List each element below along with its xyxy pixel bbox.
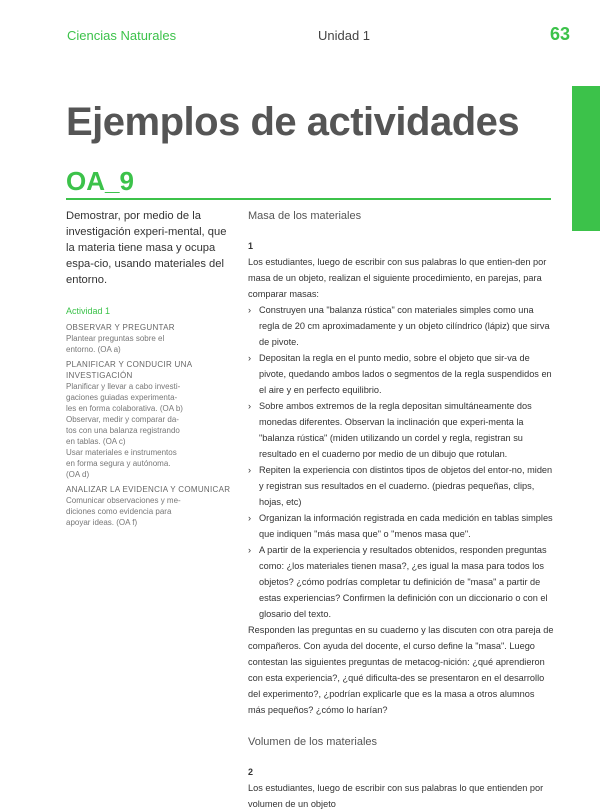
- bullet-arrow-icon: ›: [248, 545, 252, 555]
- list-item: › Sobre ambos extremos de la regla depositan simultáneamente dos monedas diferentes. Observan la inclinación que experi-menta la "balanza rústica" (miden utilizando un cordel y regla, registran su resultado en el cuaderno por medio de un dibujo que rotulan.: [248, 398, 554, 462]
- oa-code: OA_9: [66, 166, 134, 196]
- list-item: › Repiten la experiencia con distintos tipos de objetos del entor-no, miden y registran sus resultados en el cuaderno. (piedras pequeñas, clips, hojas, etc): [248, 462, 554, 510]
- page-number: 63: [550, 24, 571, 44]
- page-title: Ejemplos de actividades: [66, 100, 520, 144]
- section-title: Volumen de los materiales: [248, 736, 378, 748]
- skill-text: Planificar y llevar a cabo investi- gaciones guiadas experimenta- les en forma colaborativa. (OA b) Observar, medir y comparar da- tos con una balanza registrando en tablas. (OA c) Usar materiales e instrumentos en forma segura y autónoma. (OA d): [66, 382, 183, 479]
- title-rule: [66, 198, 551, 200]
- bullet-arrow-icon: ›: [248, 465, 252, 475]
- list-item: › Depositan la regla en el punto medio, sobre el objeto que sir-va de pivote, quedando ambos lados o segmentos de la regla suspendidos en el aire y en perfecto equilibrio.: [248, 350, 554, 398]
- bullet-arrow-icon: ›: [248, 513, 252, 523]
- bullet-arrow-icon: ›: [248, 401, 252, 411]
- skill-heading: ANALIZAR LA EVIDENCIA Y COMUNICAR: [66, 485, 231, 494]
- skill-text: Plantear preguntas sobre el entorno. (OA a): [66, 334, 165, 354]
- bullet-arrow-icon: ›: [248, 353, 252, 363]
- list-item: › Organizan la información registrada en cada medición en tablas simples que indiquen "más masa que" o "menos masa que".: [248, 510, 554, 542]
- activity-number: 1: [248, 241, 254, 251]
- intro-paragraph: Los estudiantes, luego de escribir con sus palabras lo que entien-den por masa de un objeto, realizan el siguiente procedimiento, en parejas, para comparar masas:: [248, 257, 547, 299]
- section-title: Masa de los materiales: [248, 210, 362, 222]
- left-column: [66, 208, 238, 532]
- skill-heading: OBSERVAR Y PREGUNTAR: [66, 323, 175, 332]
- closing-paragraph: Responden las preguntas en su cuaderno y las discuten con otra pareja de compañeros. Con ayuda del docente, el curso define la "masa". Luego contestan las siguientes preguntas de metacog-nición: ¿qué aprendieron con esta experiencia?, ¿qué dificulta-des se presentaron en el desarrollo del experimento?, ¿podrían explicarle que es la masa a otros alumnos más pequeños? ¿cómo lo harían?: [248, 625, 554, 715]
- list-item: › Construyen una "balanza rústica" con materiales simples como una regla de 20 cm aproximadamente y un objeto cilíndrico (lápiz) que sirva de pivote.: [248, 302, 554, 350]
- intro-paragraph: Los estudiantes, luego de escribir con sus palabras lo que entienden por volumen de un objeto: [248, 783, 544, 809]
- list-item: › A partir de la experiencia y resultados obtenidos, responden preguntas como: ¿los materiales tienen masa?, ¿es igual la masa para todos los objetos? ¿cómo podrías completar tu definición de "masa" a partir de estas experiencias? Confirmen la definición con un diccionario o con el glosario del texto.: [248, 542, 554, 622]
- header-unit: Unidad 1: [318, 28, 371, 43]
- header-subject: Ciencias Naturales: [67, 28, 177, 43]
- right-column: [248, 208, 554, 812]
- activity-number: 2: [248, 767, 254, 777]
- activity-title: Actividad 1: [66, 306, 111, 316]
- skill-heading: PLANIFICAR Y CONDUCIR UNA INVESTIGACIÓN: [66, 360, 192, 380]
- skill-text: Comunicar observaciones y me- diciones como evidencia para apoyar ideas. (OA f): [66, 496, 181, 527]
- objective-text: Demostrar, por medio de la investigación experi-mental, que la materia tiene masa y ocupa espa-cio, usando materiales del entorno.: [66, 210, 227, 286]
- procedure-list: [248, 302, 554, 622]
- side-tab-marker: [572, 86, 600, 231]
- bullet-arrow-icon: ›: [248, 305, 252, 315]
